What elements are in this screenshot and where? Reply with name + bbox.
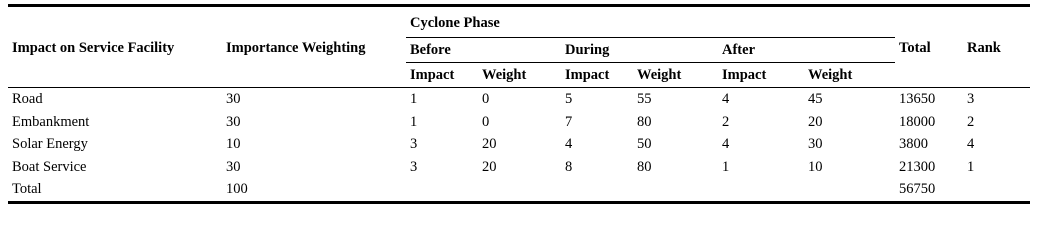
- header-phase-after: After: [718, 38, 895, 63]
- cell-before-impact: 3: [410, 158, 418, 175]
- cell-rank: 4: [967, 136, 975, 153]
- cell-during-weight: 80: [637, 158, 652, 175]
- header-total: Total: [895, 6, 963, 88]
- table-body: [8, 88, 1030, 203]
- header-rank: Rank: [963, 6, 1030, 88]
- cell-weighting: 30: [226, 91, 241, 108]
- header-during-impact: Impact: [561, 63, 633, 88]
- cell-total: 21300: [899, 158, 936, 175]
- table-row: [8, 111, 1030, 134]
- header-after-impact: Impact: [718, 63, 804, 88]
- header-phase-before: Before: [406, 38, 561, 63]
- cell-after-weight: 45: [808, 91, 823, 108]
- cell-after-impact: 4: [722, 136, 730, 153]
- cell-before-impact: 1: [410, 113, 418, 130]
- header-phase-during: During: [561, 38, 718, 63]
- cell-total: 3800: [899, 136, 928, 153]
- header-weighting: Importance Weighting: [222, 6, 406, 88]
- total-label: Total: [8, 178, 222, 202]
- cell-after-impact: 4: [722, 91, 730, 108]
- cell-facility: Embankment: [12, 113, 90, 130]
- cell-before-weight: 20: [482, 136, 497, 153]
- cell-facility: Boat Service: [12, 158, 87, 175]
- cell-during-impact: 5: [565, 91, 573, 108]
- cell-during-impact: 4: [565, 136, 573, 153]
- cell-rank: 2: [967, 113, 975, 130]
- cell-weighting: 30: [226, 158, 241, 175]
- total-value: 56750: [895, 178, 963, 202]
- table-header: [8, 6, 1030, 88]
- cell-rank: 1: [967, 158, 975, 175]
- cell-rank: 3: [967, 91, 975, 108]
- cell-after-weight: 30: [808, 136, 823, 153]
- cell-during-weight: 55: [637, 91, 652, 108]
- cell-before-weight: 0: [482, 91, 490, 108]
- header-after-weight: Weight: [804, 63, 895, 88]
- cell-before-impact: 3: [410, 136, 418, 153]
- cell-during-impact: 8: [565, 158, 573, 175]
- cell-total: 18000: [899, 113, 936, 130]
- cell-total: 13650: [899, 91, 936, 108]
- cell-during-impact: 7: [565, 113, 573, 130]
- cell-during-weight: 50: [637, 136, 652, 153]
- header-before-weight: Weight: [478, 63, 561, 88]
- cell-after-weight: 20: [808, 113, 823, 130]
- table-row: [8, 156, 1030, 179]
- table-row: [8, 88, 1030, 111]
- cell-before-weight: 20: [482, 158, 497, 175]
- cell-after-impact: 2: [722, 113, 730, 130]
- header-during-weight: Weight: [633, 63, 718, 88]
- cell-before-weight: 0: [482, 113, 490, 130]
- cell-weighting: 30: [226, 113, 241, 130]
- cell-weighting: 10: [226, 136, 241, 153]
- cell-after-weight: 10: [808, 158, 823, 175]
- cell-before-impact: 1: [410, 91, 418, 108]
- table-row: [8, 133, 1030, 156]
- cell-after-impact: 1: [722, 158, 730, 175]
- header-cyclone-phase: Cyclone Phase: [406, 6, 895, 38]
- cell-facility: Solar Energy: [12, 136, 88, 153]
- total-weighting: 100: [222, 178, 406, 202]
- header-before-impact: Impact: [406, 63, 478, 88]
- total-row: [8, 178, 1030, 202]
- header-facility: Impact on Service Facility: [8, 6, 222, 88]
- cell-facility: Road: [12, 91, 43, 108]
- cell-during-weight: 80: [637, 113, 652, 130]
- impact-table: [8, 4, 1030, 204]
